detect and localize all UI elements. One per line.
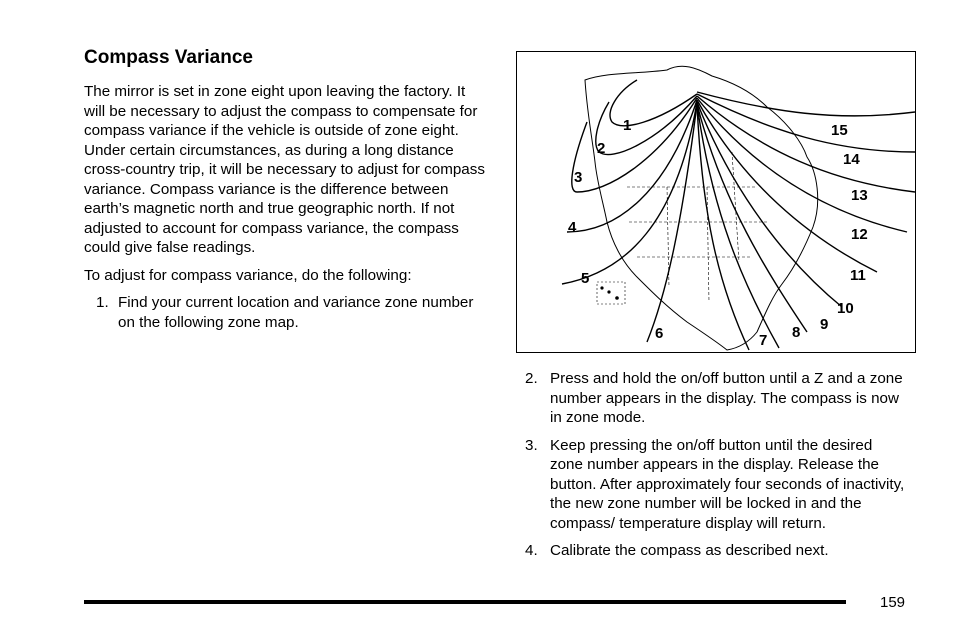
zone-labels [568,117,868,349]
zone-label-13: 13 [851,187,868,204]
zone-label-6: 6 [655,325,664,342]
zone-boundaries [562,80,915,350]
lead-in-paragraph: To adjust for compass variance, do the following: [84,266,412,284]
section-heading: Compass Variance [84,47,253,68]
zone-label-7: 7 [759,332,768,349]
step-number: 1. [96,294,109,311]
step-item [525,436,905,534]
island-dot [615,296,619,300]
zone-label-14: 14 [843,151,860,168]
zone-map-illustration [517,52,915,352]
step-item [525,369,905,428]
zone-label-2: 2 [597,140,606,157]
step-item [84,293,486,332]
zone-label-12: 12 [851,226,868,243]
step-number: 4. [525,542,538,559]
zone-label-11: 11 [850,267,866,284]
step-item [525,541,905,561]
zone-label-10: 10 [837,300,854,317]
zone-label-15: 15 [831,122,848,139]
island-dot [607,290,610,293]
footer-rule [84,600,846,604]
step-text: Press and hold the on/off button until a Z and a zone number appears in the display. The compass is now in zone mode. [550,370,903,426]
right-column [525,369,905,569]
step-text: Find your current location and variance zone number on the following zone map. [118,294,474,331]
zone-map [516,51,916,353]
step-number: 3. [525,436,538,454]
left-column [84,46,486,340]
intro-paragraph: The mirror is set in zone eight upon leaving the factory. It will be necessary to adjust the compass to compensate for compass variance if the vehicle is outside of zone eight. Under certain circumstances, as during a long distance cross-country trip, it will be necessary to adjust for compass variance. Compass variance is the difference between earth’s magnetic north and true geographic north. If not adjusted to account for compass variance, the compass could give false readings. [84,83,485,256]
step-number: 2. [525,370,538,387]
state-borders [627,152,767,302]
zone-label-9: 9 [820,316,829,333]
page-number: 159 [880,594,906,611]
step-text: Keep pressing the on/off button until the desired zone number appears in the display. Release the button. After approximately four seconds of inactivity, the new zone number will be locked in and the compass/ temperature display will return. [550,436,905,532]
zone-label-8: 8 [792,324,801,341]
zone-label-1: 1 [623,117,632,134]
step-text: Calibrate the compass as described next. [550,542,829,559]
island-dot [600,286,603,289]
zone-label-5: 5 [581,270,590,287]
zone-label-3: 3 [574,169,583,186]
hawaii-islands [597,282,625,304]
zone-label-4: 4 [568,219,577,236]
